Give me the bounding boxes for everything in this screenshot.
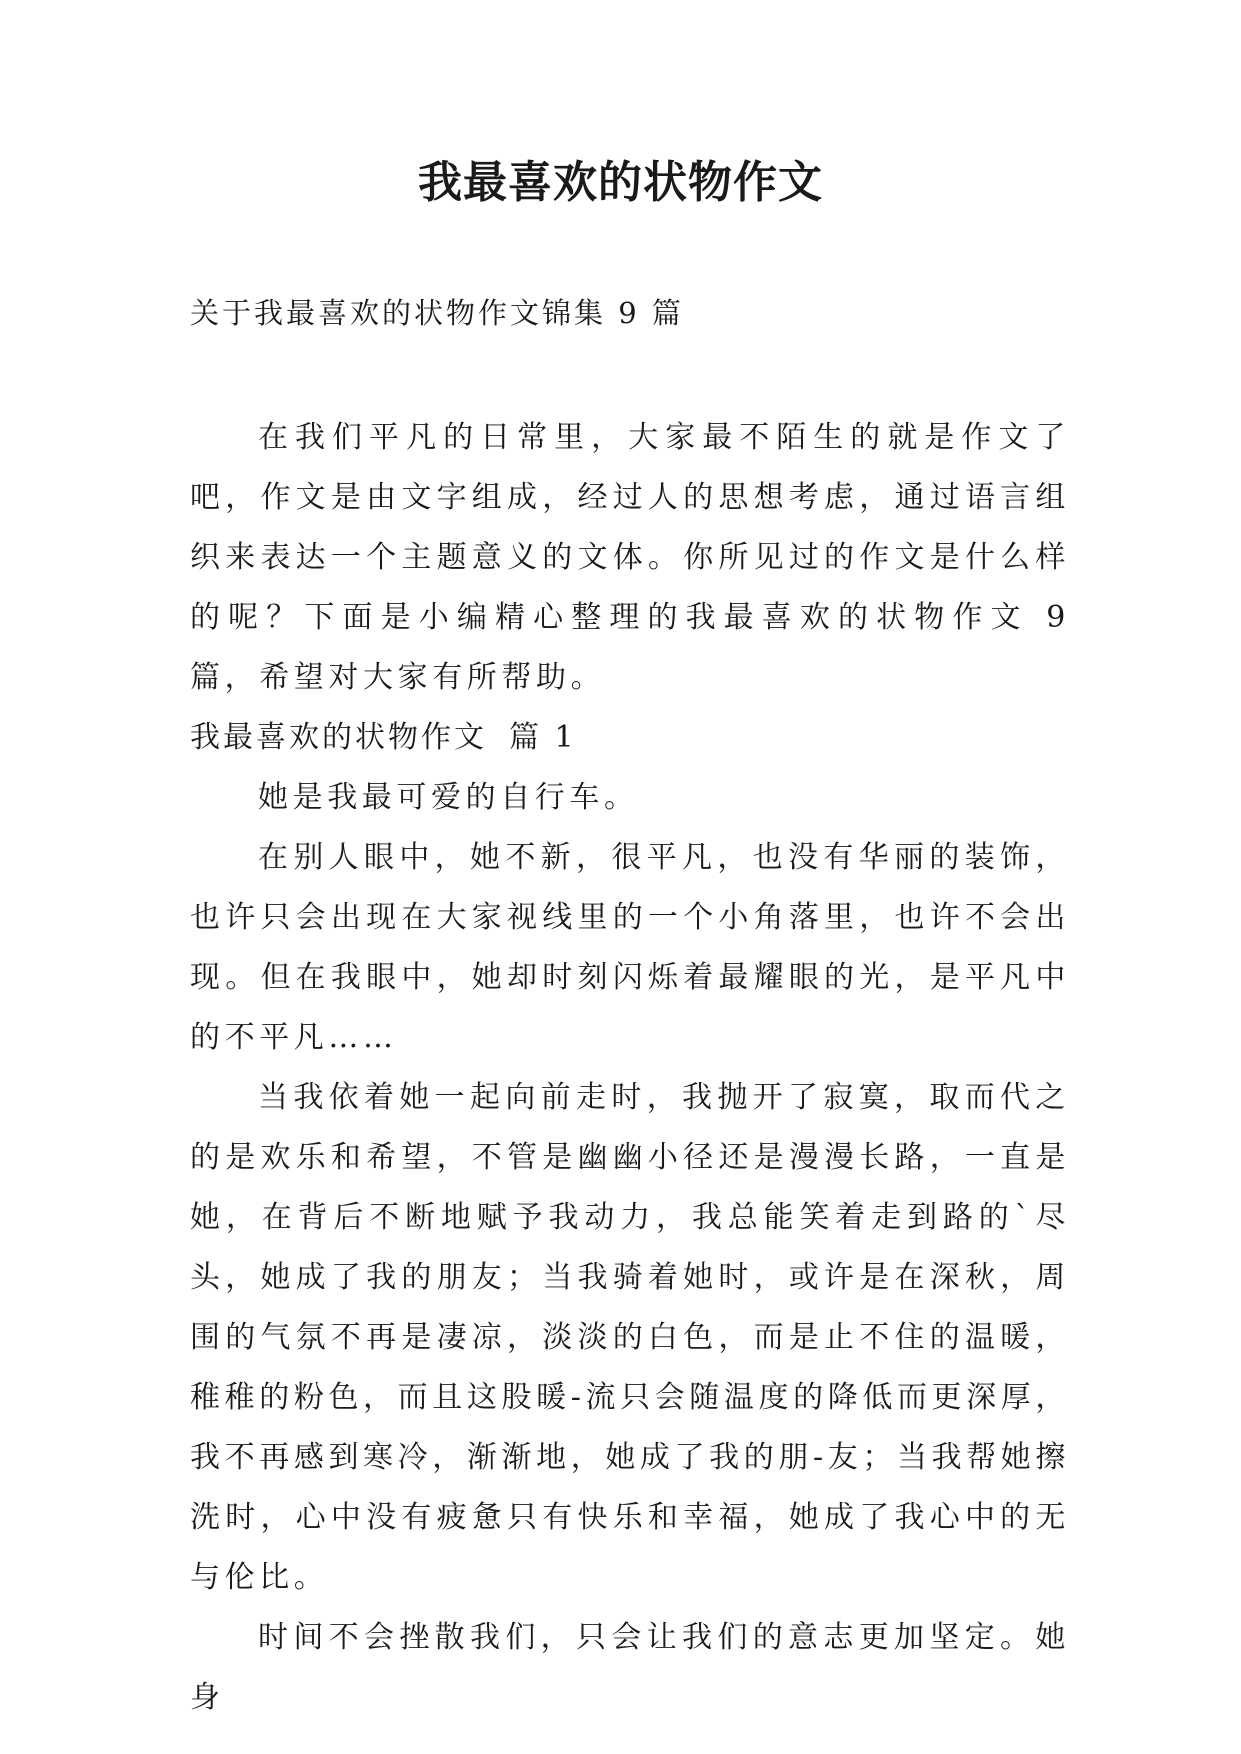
document-body: [190, 408, 1070, 1728]
body-paragraph: 在别人眼中，她不新，很平凡，也没有华丽的装饰，也许只会出现在大家视线里的一个小角落里，也许不会出现。但在我眼中，她却时刻闪烁着最耀眼的光，是平凡中的不平凡……: [190, 840, 1070, 1055]
section-heading-label: 篇 1: [509, 720, 577, 755]
body-paragraph: 她是我最可爱的自行车。: [258, 780, 639, 815]
body-paragraph: 时间不会挫散我们，只会让我们的意志更加坚定。她身: [190, 1620, 1070, 1715]
document-subtitle: 关于我最喜欢的状物作文锦集 9 篇: [190, 296, 684, 330]
intro-paragraph: 在我们平凡的日常里，大家最不陌生的就是作文了吧，作文是由文字组成，经过人的思想考虑，通过语言组织来表达一个主题意义的文体。你所见过的作文是什么样的呢？下面是小编精心整理的我最喜欢的状物作文 9 篇，希望对大家有所帮助。: [190, 420, 1070, 695]
document-title: 我最喜欢的状物作文: [418, 157, 823, 208]
section-heading-title: 我最喜欢的状物作文: [190, 720, 487, 755]
body-paragraph: 当我依着她一起向前走时，我抛开了寂寞，取而代之的是欢乐和希望，不管是幽幽小径还是漫漫长路，一直是她，在背后不断地赋予我动力，我总能笑着走到路的`尽头，她成了我的朋友；当我骑着她时，或许是在深秋，周围的气氛不再是凄凉，淡淡的白色，而是止不住的温暖，稚稚的粉色，而且这股暖-流只会随温度的降低而更深厚，我不再感到寒冷，渐渐地，她成了我的朋-友；当我帮她擦洗时，心中没有疲惫只有快乐和幸福，她成了我心中的无与伦比。: [190, 1080, 1070, 1595]
section-heading: [190, 708, 1070, 768]
